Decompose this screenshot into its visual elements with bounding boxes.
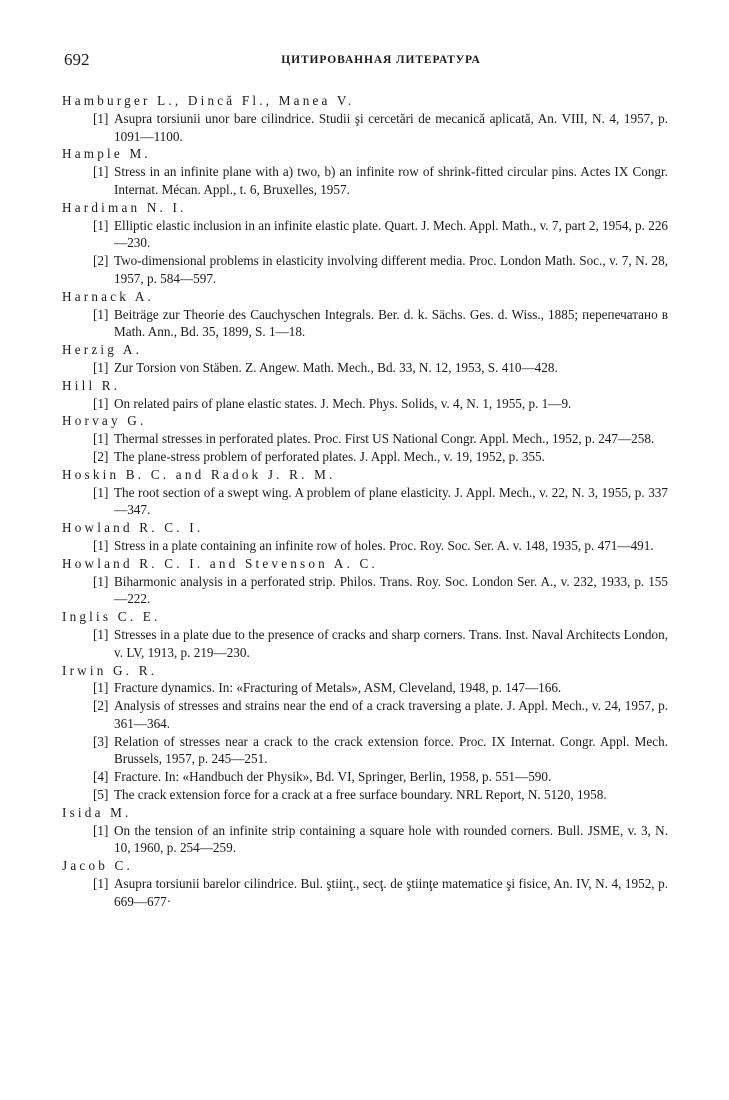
author-heading: Isida M. — [62, 804, 132, 820]
reference-text: On the tension of an infinite strip containing a square hole with rounded corners. Bull. JSME, v. 3, N. 10, 1960, p. 254—259. — [114, 822, 668, 856]
author-heading: Jacob C. — [62, 858, 134, 874]
reference-number: [2] — [93, 698, 109, 714]
reference-text: On related pairs of plane elastic states. J. Mech. Phys. Solids, v. 4, N. 1, 1955, p. 1—9. — [114, 395, 572, 411]
reference-item — [93, 359, 668, 377]
bibliography — [62, 92, 668, 911]
author-heading: Hardiman N. I. — [62, 199, 187, 215]
reference-number: [1] — [93, 537, 109, 553]
reference-number: [1] — [93, 573, 109, 589]
reference-text: Two-dimensional problems in elasticity involving different media. Proc. London Math. Soc., v. 7, N. 28, 1957, p. 584—597. — [114, 253, 668, 286]
reference-text: Beiträge zur Theorie des Cauchyschen Integrals. Ber. d. k. Sächs. Ges. d. Wiss., 1885; перепечатано в Math. Ann., Bd. 35, 1899, S. 1—18. — [114, 306, 668, 340]
reference-item — [93, 697, 668, 733]
reference-number: [1] — [93, 876, 109, 892]
author-heading: Herzig A. — [62, 342, 143, 358]
reference-item — [93, 430, 668, 448]
author-heading: Hamburger L., Dincă Fl., Manea V. — [62, 93, 355, 108]
reference-item — [93, 875, 668, 911]
author-heading: Howland R. C. I. — [62, 520, 204, 536]
reference-number: [1] — [93, 680, 109, 696]
running-title: ЦИТИРОВАННАЯ ЛИТЕРАТУРА — [281, 54, 481, 66]
page-number: 692 — [64, 50, 90, 69]
reference-text: Asupra torsiunii unor bare cilindrice. Studii şi cercetări de mecanică aplicată, An. VIII, N. 4, 1957, p. 1091—1100. — [114, 110, 668, 144]
reference-item — [93, 163, 668, 199]
author-heading: Harnack A. — [62, 288, 155, 304]
reference-item — [93, 786, 668, 804]
reference-text: Relation of stresses near a crack to the crack extension force. Proc. IX Internat. Congr. Appl. Mech. Brussels, 1957, p. 245—251. — [114, 733, 668, 767]
reference-item — [93, 822, 668, 858]
reference-number: [1] — [93, 306, 109, 322]
author-heading: Hill R. — [62, 377, 121, 393]
author-heading: Hample M. — [62, 146, 151, 162]
reference-item — [93, 110, 668, 146]
reference-item — [93, 537, 668, 555]
reference-item — [93, 626, 668, 662]
reference-number: [1] — [93, 110, 109, 126]
reference-text: Stress in an infinite plane with a) two, b) an infinite row of shrink-fitted circular pins. Actes IX Congr. Internat. Mécan. Appl., t. 6, Bruxelles, 1957. — [114, 164, 668, 197]
reference-item — [93, 252, 668, 288]
reference-text: Thermal stresses in perforated plates. Proc. First US National Congr. Appl. Mech., 1952, p. 247—258. — [114, 431, 655, 447]
reference-text: Analysis of stresses and strains near the end of a crack traversing a plate. J. Appl. Mech., v. 24, 1957, p. 361—364. — [114, 698, 668, 731]
reference-item — [93, 217, 669, 253]
reference-number: [4] — [93, 769, 109, 785]
reference-text: Biharmonic analysis in a perforated strip. Philos. Trans. Roy. Soc. London Ser. A., v. 232, 1933, p. 155—222. — [114, 573, 668, 607]
author-heading: Horvay G. — [62, 413, 147, 429]
author-heading: Hoskin B. C. and Radok J. R. M. — [62, 466, 336, 482]
author-heading: Inglis C. E. — [62, 609, 161, 625]
reference-number: [2] — [93, 253, 109, 269]
reference-number: [1] — [93, 395, 109, 411]
reference-number: [1] — [93, 164, 109, 180]
reference-number: [1] — [93, 484, 109, 500]
reference-number: [1] — [93, 217, 109, 233]
reference-text: The crack extension force for a crack at a free surface boundary. NRL Report, N. 5120, 1958. — [114, 787, 607, 803]
reference-text: Fracture dynamics. In: «Fracturing of Metals», ASM, Cleveland, 1948, p. 147—166. — [114, 680, 562, 696]
reference-item — [93, 733, 668, 769]
reference-number: [1] — [93, 626, 109, 642]
author-heading: Irwin G. R. — [62, 662, 158, 678]
page-header — [64, 50, 668, 72]
reference-text: Zur Torsion von Stäben. Z. Angew. Math. Mech., Bd. 33, N. 12, 1953, S. 410—428. — [114, 359, 558, 375]
reference-item — [93, 484, 668, 520]
reference-number: [1] — [93, 359, 109, 375]
reference-text: The plane-stress problem of perforated plates. J. Appl. Mech., v. 19, 1952, p. 355. — [114, 448, 545, 464]
reference-item — [93, 573, 668, 609]
reference-number: [2] — [93, 448, 109, 464]
reference-number: [1] — [93, 822, 109, 838]
reference-number: [5] — [93, 787, 109, 803]
author-heading: Howland R. C. I. and Stevenson A. C. — [62, 555, 378, 571]
reference-text: Fracture. In: «Handbuch der Physik», Bd. VI, Springer, Berlin, 1958, p. 551—590. — [114, 769, 552, 785]
reference-text: Elliptic elastic inclusion in an infinite elastic plate. Quart. J. Mech. Appl. Math., v. 7, part 2, 1954, p. 226—230. — [114, 217, 669, 251]
reference-item — [93, 306, 668, 342]
reference-item — [93, 448, 668, 466]
reference-text: Asupra torsiunii barelor cilindrice. Bul. ştiinţ., secţ. de ştiinţe matematice şi fisice, An. IV, N. 4, 1952, p. 669—677· — [114, 876, 668, 909]
reference-item — [93, 768, 668, 786]
reference-text: The root section of a swept wing. A problem of plane elasticity. J. Appl. Mech., v. 22, N. 3, 1955, p. 337—347. — [114, 484, 668, 518]
reference-text: Stresses in a plate due to the presence of cracks and sharp corners. Trans. Inst. Naval Architects London, v. LV, 1913, p. 219—230. — [114, 626, 668, 660]
reference-text: Stress in a plate containing an infinite row of holes. Proc. Roy. Soc. Ser. A. v. 148, 1935, p. 471—491. — [114, 537, 654, 553]
reference-number: [3] — [93, 733, 109, 749]
reference-number: [1] — [93, 431, 109, 447]
reference-item — [93, 395, 668, 413]
reference-item — [93, 679, 668, 697]
